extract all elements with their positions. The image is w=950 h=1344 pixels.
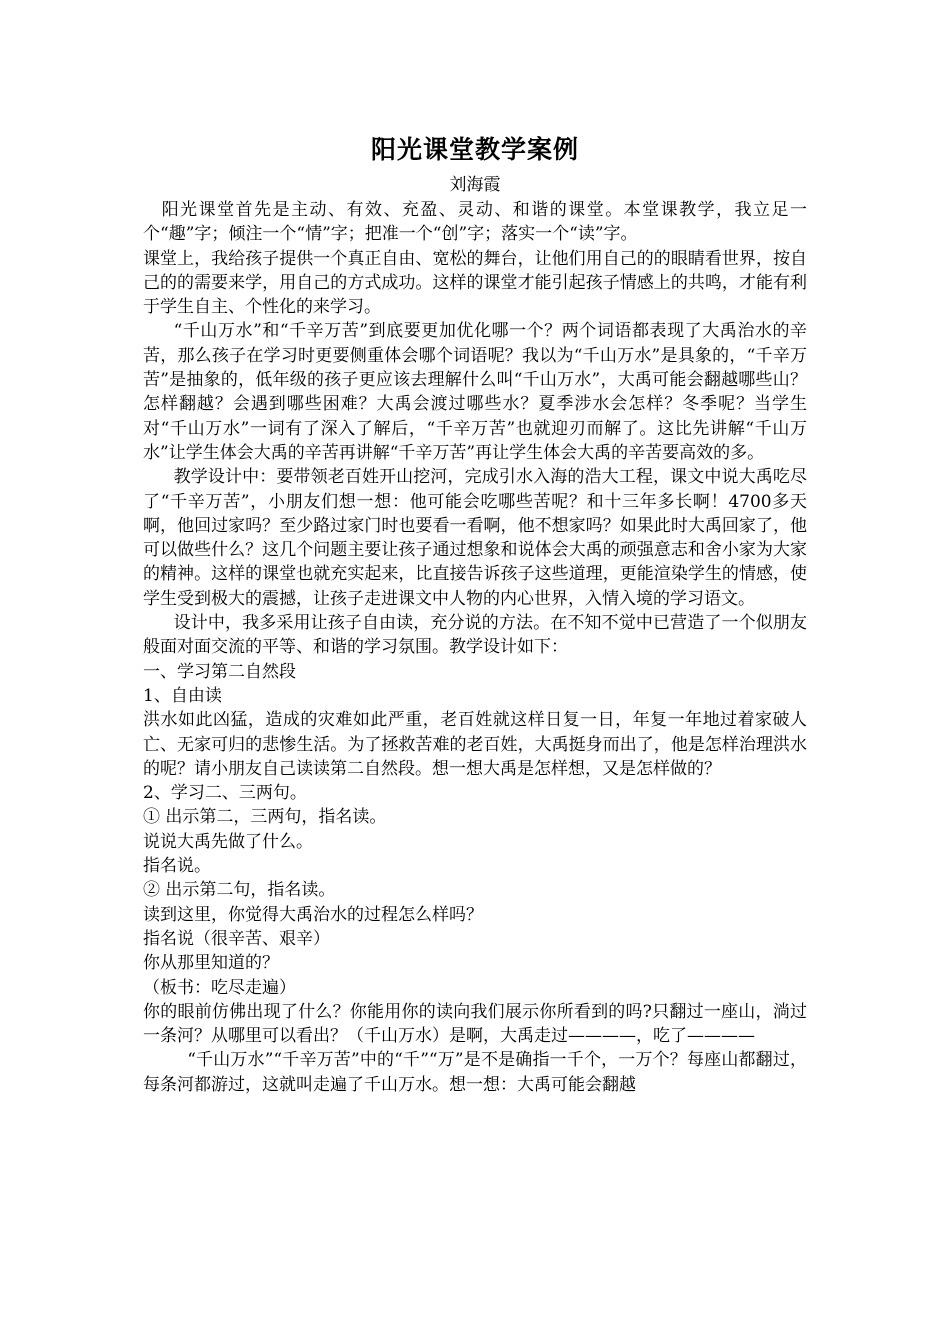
paragraph-method: 设计中，我多采用让孩子自由读，充分说的方法。在不知不觉中已营造了一个似朋友般面对面交流的平等、和谐的学习氛围。教学设计如下： (143, 613, 807, 658)
document-title: 阳光课堂教学案例 (370, 135, 579, 164)
list-item: 读到这里，你觉得大禹治水的过程怎么样吗？ (143, 904, 483, 925)
paragraph-imagine: 你的眼前仿佛出现了什么？你能用你的读向我们展示你所看到的吗?只翻过一座山，淌过一条河？从哪里可以看出？（千山万水）是啊，大禹走过————，吃了———— (143, 1001, 807, 1047)
list-item: （板书：吃尽走遍） (143, 977, 296, 998)
paragraph-flood: 洪水如此凶猛，造成的灾难如此严重，老百姓就这样日复一日，年复一年地过着家破人亡、无家可归的悲惨生活。为了拯救苦难的老百姓，大禹挺身而出了，他是怎样治理洪水的呢？请小朋友自己读读第二自然段。想一想大禹是怎样想，又是怎样做的？ (143, 710, 807, 779)
paragraph-word-comparison: “千山万水”和“千辛万苦”到底要更加优化哪一个？两个词语都表现了大禹治水的辛苦，那么孩子在学习时更要侧重体会哪个词语呢？我以为“千山万水”是具象的，“千辛万苦”是抽象的，低年级的孩子更应该去理解什么叫“千山万水”，大禹可能会翻越哪些山？怎样翻越？会遇到哪些困难？大禹会渡过哪些水？夏季涉水会怎样？冬季呢？当学生对“千山万水”一词有了深入了解后，“千辛万苦”也就迎刃而解了。这比先讲解“千山万水”让学生体会大禹的辛苦再讲解“千辛万苦”再让学生体会大禹的辛苦要高效的多。 (143, 321, 807, 463)
list-item: ② 出示第二句，指名读。 (143, 880, 336, 901)
paragraph-intro: 阳光课堂首先是主动、有效、充盈、灵动、和谐的课堂。本堂课教学，我立足一个“趣”字；倾注一个“情”字；把准一个“创”字；落实一个“读”字。 (143, 200, 807, 245)
list-item: ① 出示第二，三两句，指名读。 (143, 807, 387, 828)
paragraph-qianwan: “千山万水”“千辛万苦”中的“千”“万”是不是确指一千个，一万个？每座山都翻过，每条河都游过，这就叫走遍了千山万水。想一想：大禹可能会翻越 (143, 1050, 807, 1095)
section-heading: 一、学习第二自然段 (143, 661, 296, 682)
list-item: 你从那里知道的？ (143, 953, 279, 974)
step-heading: 1、自由读 (143, 685, 222, 706)
step-heading: 2、学习二、三两句。 (143, 783, 307, 804)
list-item: 说说大禹先做了什么。 (143, 831, 313, 852)
document-body (143, 128, 807, 1097)
paragraph-classroom: 课堂上，我给孩子提供一个真正自由、宽松的舞台，让他们用自己的的眼睛看世界，按自己的的需要来学，用自己的方式成功。这样的课堂才能引起孩子情感上的共鸣，才能有利于学生自主、个性化的来学习。 (143, 248, 807, 318)
document-author: 刘海霞 (449, 175, 501, 195)
list-item: 指名说（很辛苦、艰辛） (143, 928, 330, 949)
paragraph-design: 教学设计中：要带领老百姓开山挖河，完成引水入海的浩大工程，课文中说大禹吃尽了“千辛万苦”，小朋友们想一想：他可能会吃哪些苦呢？和十三年多长啊！4700多天啊，他回过家吗？至少路过家门时也要看一看啊，他不想家吗？如果此时大禹回家了，他可以做些什么？这几个问题主要让孩子通过想象和说体会大禹的顽强意志和舍小家为大家的精神。这样的课堂也就充实起来，比直接告诉孩子这些道理，更能渲染学生的情感，使学生受到极大的震撼，让孩子走进课文中人物的内心世界，入情入境的学习语文。 (143, 467, 807, 609)
list-item: 指名说。 (143, 856, 211, 877)
